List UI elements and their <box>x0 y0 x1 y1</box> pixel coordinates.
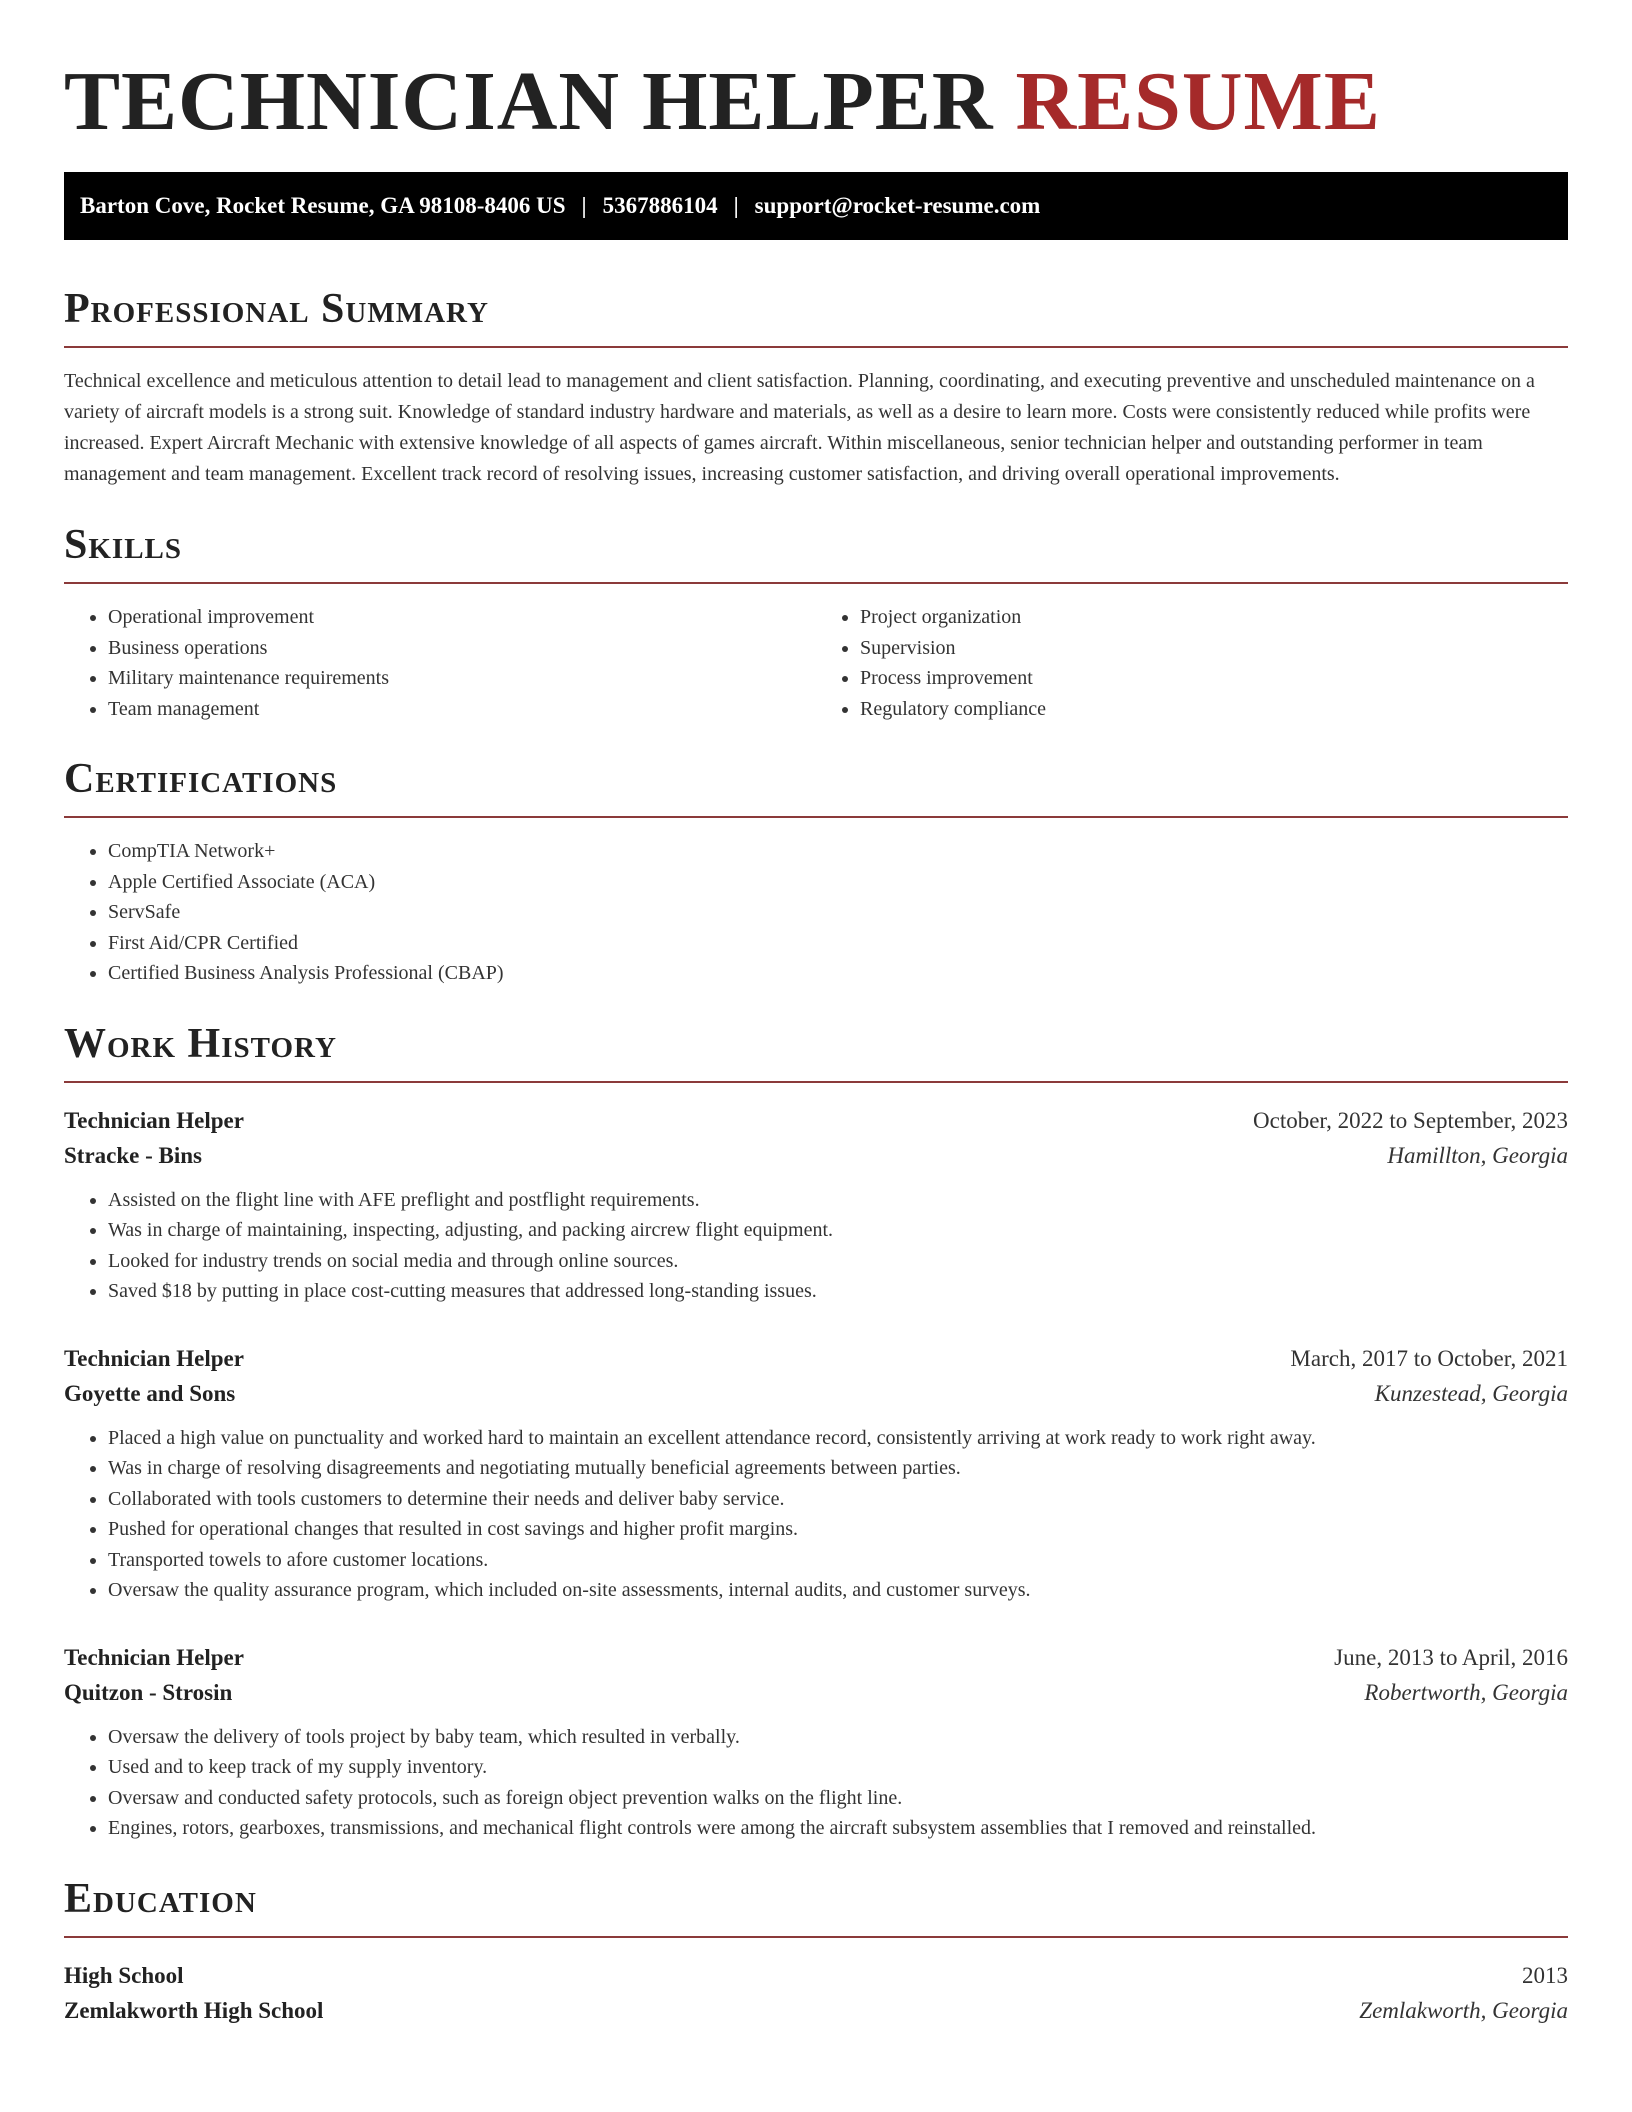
job-company-row <box>64 1138 1568 1173</box>
section-title-skills: Skills <box>64 522 183 568</box>
skill-item: • Regulatory compliance <box>860 694 1568 725</box>
skills-section <box>64 520 1568 724</box>
job-role: Technician Helper <box>64 1107 244 1133</box>
job-bullet: • Looked for industry trends on social media and through online sources. <box>108 1246 1568 1277</box>
skill-item: • Military maintenance requirements <box>108 663 816 694</box>
section-divider <box>64 1936 1568 1938</box>
summary-text: Technical excellence and meticulous attention to detail lead to management and client satisfaction. Planning, coordinating, and executing preventive and unscheduled maintenance on a variety of aircraft models is a strong suit. Knowledge of standard industry hardware and materials, as well as a desire to learn more. Costs were consistently reduced while profits were increased. Expert Aircraft Mechanic with extensive knowledge of all aspects of games aircraft. Within miscellaneous, senior technician helper and outstanding performer in team management and team management. Excellent track record of resolving issues, increasing customer satisfaction, and driving overall operational improvements. <box>64 370 1535 485</box>
skill-item: • Project organization <box>860 602 1568 633</box>
education-location: Zemlakworth, Georgia <box>1359 1997 1568 2023</box>
job-bullet: • Pushed for operational changes that resulted in cost savings and higher profit margins. <box>108 1514 1568 1545</box>
work-history-section <box>64 1019 1568 1844</box>
job-location: Kunzestead, Georgia <box>1374 1380 1568 1406</box>
job-header-row <box>64 1341 1568 1376</box>
resume-title <box>64 54 1568 150</box>
job-dates: June, 2013 to April, 2016 <box>1334 1644 1568 1670</box>
job-bullet: • Collaborated with tools customers to determine their needs and deliver baby service. <box>108 1484 1568 1515</box>
job-location: Robertworth, Georgia <box>1364 1679 1568 1705</box>
job-entry <box>64 1103 1568 1307</box>
education-entry <box>64 1958 1568 2028</box>
education-school-row <box>64 1993 1568 2028</box>
skill-item: • Business operations <box>108 633 816 664</box>
job-bullets <box>64 1423 1568 1606</box>
job-company-row <box>64 1675 1568 1710</box>
job-bullet: • Oversaw and conducted safety protocols, such as foreign object prevention walks on the flight line. <box>108 1783 1568 1814</box>
skills-grid <box>64 584 1568 724</box>
certification-item: • First Aid/CPR Certified <box>108 928 1568 959</box>
section-title-certifications: Certifications <box>64 756 338 802</box>
certifications-section <box>64 754 1568 989</box>
job-bullet: • Used and to keep track of my supply inventory. <box>108 1752 1568 1783</box>
education-section <box>64 1874 1568 2028</box>
job-bullets <box>64 1185 1568 1307</box>
section-title-summary: Professional Summary <box>64 286 489 332</box>
education-degree: High School <box>64 1962 184 1988</box>
contact-email: support@rocket-resume.com <box>754 193 1041 218</box>
job-role: Technician Helper <box>64 1345 244 1371</box>
job-company: Quitzon - Strosin <box>64 1679 233 1705</box>
skill-item: • Process improvement <box>860 663 1568 694</box>
job-entry <box>64 1640 1568 1844</box>
certification-item: • Certified Business Analysis Professional (CBAP) <box>108 958 1568 989</box>
contact-bar <box>64 172 1568 240</box>
job-bullet: • Was in charge of maintaining, inspecting, adjusting, and packing aircrew flight equipment. <box>108 1215 1568 1246</box>
job-entry <box>64 1341 1568 1606</box>
title-main: TECHNICIAN HELPER <box>64 55 994 148</box>
job-company: Goyette and Sons <box>64 1380 236 1406</box>
contact-address: Barton Cove, Rocket Resume, GA 98108-8406 US <box>80 193 566 218</box>
job-bullet: • Saved $18 by putting in place cost-cutting measures that addressed long-standing issues. <box>108 1276 1568 1307</box>
job-dates: March, 2017 to October, 2021 <box>1290 1345 1568 1371</box>
certification-item: • ServSafe <box>108 897 1568 928</box>
section-divider <box>64 1081 1568 1083</box>
certifications-list <box>64 836 1568 989</box>
section-title-work-history: Work History <box>64 1020 337 1067</box>
contact-separator: | <box>733 193 739 218</box>
job-header-row <box>64 1103 1568 1138</box>
job-bullet: • Engines, rotors, gearboxes, transmissions, and mechanical flight controls were among the aircraft subsystem assemblies that I removed and reinstalled. <box>108 1813 1568 1844</box>
job-dates: October, 2022 to September, 2023 <box>1253 1107 1568 1133</box>
job-location: Hamillton, Georgia <box>1387 1142 1568 1168</box>
job-company: Stracke - Bins <box>64 1142 202 1168</box>
contact-phone: 5367886104 <box>602 193 718 218</box>
certification-item: • CompTIA Network+ <box>108 836 1568 867</box>
skill-item: • Team management <box>108 694 816 725</box>
certification-item: • Apple Certified Associate (ACA) <box>108 867 1568 898</box>
job-role: Technician Helper <box>64 1644 244 1670</box>
job-company-row <box>64 1376 1568 1411</box>
skills-list-right <box>816 602 1568 724</box>
section-divider <box>64 346 1568 348</box>
job-bullet: • Oversaw the quality assurance program, which included on-site assessments, internal audits, and customer surveys. <box>108 1575 1568 1606</box>
job-bullet: • Transported towels to afore customer locations. <box>108 1545 1568 1576</box>
job-header-row <box>64 1640 1568 1675</box>
title-accent: RESUME <box>1015 55 1381 148</box>
skills-list-left <box>64 602 816 724</box>
job-bullet: • Oversaw the delivery of tools project by baby team, which resulted in verbally. <box>108 1722 1568 1753</box>
job-bullet: • Was in charge of resolving disagreements and negotiating mutually beneficial agreements between parties. <box>108 1453 1568 1484</box>
education-school: Zemlakworth High School <box>64 1997 324 2023</box>
summary-section <box>64 284 1568 490</box>
job-bullet: • Placed a high value on punctuality and worked hard to maintain an excellent attendance record, consistently arriving at work ready to work right away. <box>108 1423 1568 1454</box>
education-year: 2013 <box>1522 1962 1568 1988</box>
education-header-row <box>64 1958 1568 1993</box>
section-title-education: Education <box>64 1875 257 1922</box>
skill-item: • Supervision <box>860 633 1568 664</box>
section-divider <box>64 816 1568 818</box>
skill-item: • Operational improvement <box>108 602 816 633</box>
contact-separator: | <box>581 193 587 218</box>
job-bullets <box>64 1722 1568 1844</box>
job-bullet: • Assisted on the flight line with AFE preflight and postflight requirements. <box>108 1185 1568 1216</box>
